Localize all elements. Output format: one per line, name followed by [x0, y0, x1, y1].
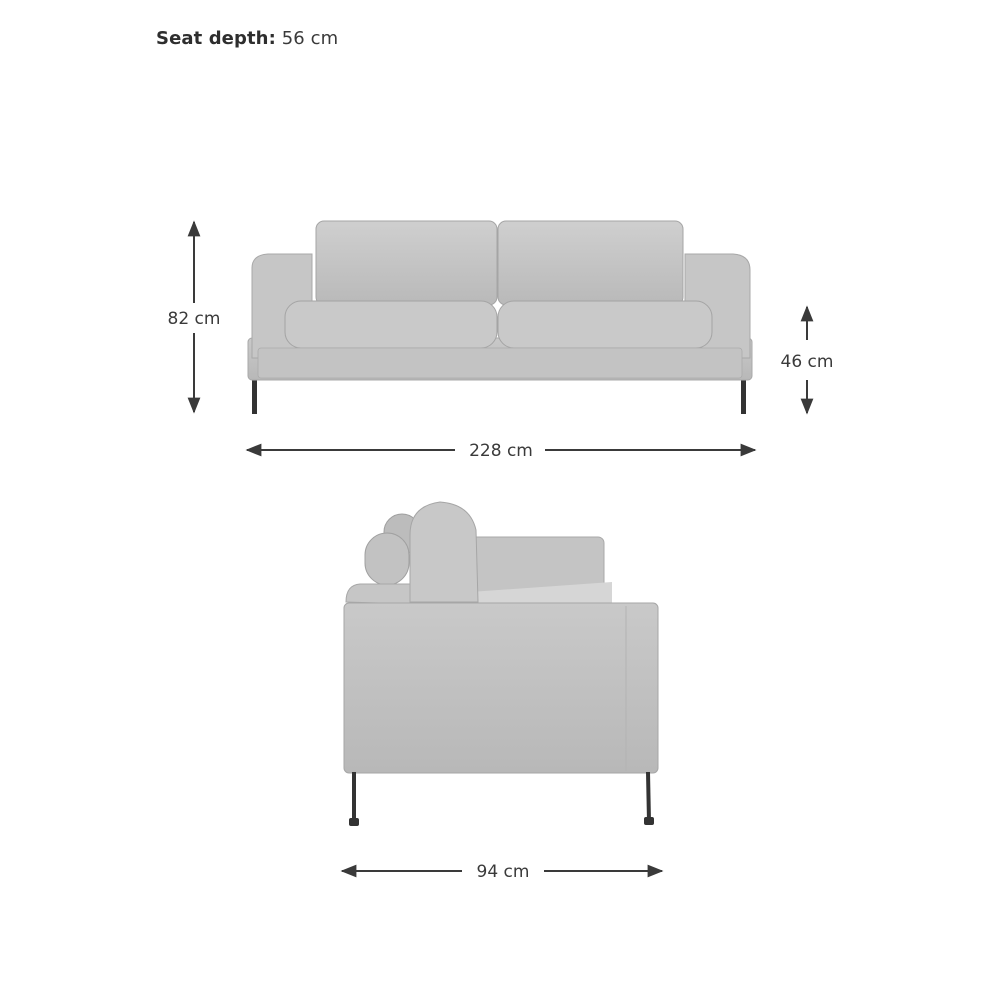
front-leg-right [741, 378, 746, 414]
front-panel [258, 348, 742, 378]
height-label: 82 cm [167, 309, 221, 329]
width-label: 228 cm [469, 441, 533, 461]
side-back-frame [346, 584, 410, 604]
side-back-cushion [410, 502, 478, 602]
seat-height-label: 46 cm [780, 352, 834, 372]
depth-label: 94 cm [476, 862, 530, 882]
side-bolster [365, 533, 409, 585]
seat-cushion-right [498, 301, 712, 348]
back-cushion-right [498, 221, 683, 305]
sofa-side-view [344, 502, 658, 826]
sofa-front-view [248, 221, 752, 414]
seat-depth-value: 56 cm [281, 28, 339, 49]
seat-depth-label: Seat depth: [156, 28, 276, 49]
side-leg-right [646, 772, 651, 822]
seat-cushion-left [285, 301, 497, 348]
back-cushion-left [316, 221, 497, 305]
side-leg-left [352, 772, 356, 823]
front-leg-left [252, 378, 257, 414]
side-panel [344, 603, 658, 773]
